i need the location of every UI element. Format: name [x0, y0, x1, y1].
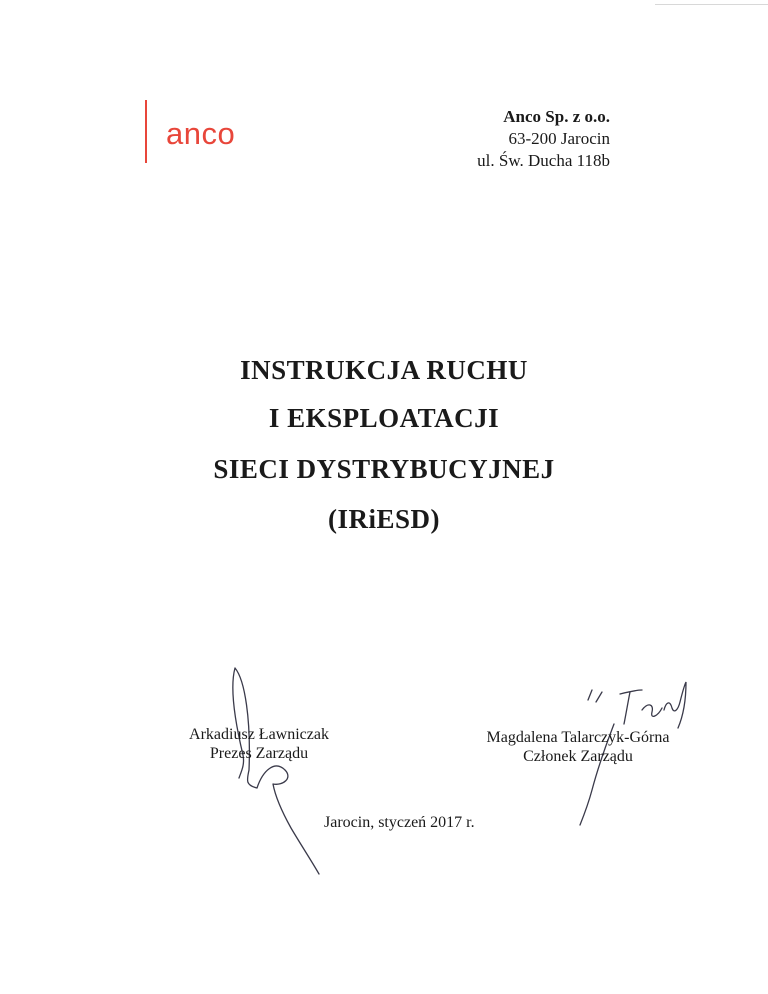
- logo-bar: [145, 100, 147, 163]
- scan-edge-line: [655, 4, 768, 5]
- company-name: Anco Sp. z o.o.: [503, 107, 610, 126]
- signatory-left-role: Prezes Zarządu: [209, 745, 309, 762]
- company-logo: anco: [166, 116, 236, 151]
- postal-city: 63-200 Jarocin: [508, 129, 610, 148]
- title-line-1: INSTRUKCJA RUCHU: [240, 355, 528, 385]
- signatory-right-name: Magdalena Talarczyk-Górna: [486, 729, 670, 746]
- company-address: [477, 106, 610, 172]
- title-line-4: (IRiESD): [327, 504, 440, 534]
- title-line-3: SIECI DYSTRYBUCYJNEJ: [213, 454, 555, 484]
- signatory-right: [478, 728, 678, 766]
- signatory-left-name: Arkadiusz Ławniczak: [189, 726, 329, 743]
- signatory-right-role: Członek Zarządu: [523, 748, 633, 765]
- signatory-left: [176, 725, 342, 763]
- street-address: ul. Św. Ducha 118b: [477, 151, 610, 170]
- place-date: Jarocin, styczeń 2017 r.: [324, 814, 475, 831]
- signature-left: [215, 660, 335, 880]
- title-line-2: I EKSPLOATACJI: [268, 403, 500, 433]
